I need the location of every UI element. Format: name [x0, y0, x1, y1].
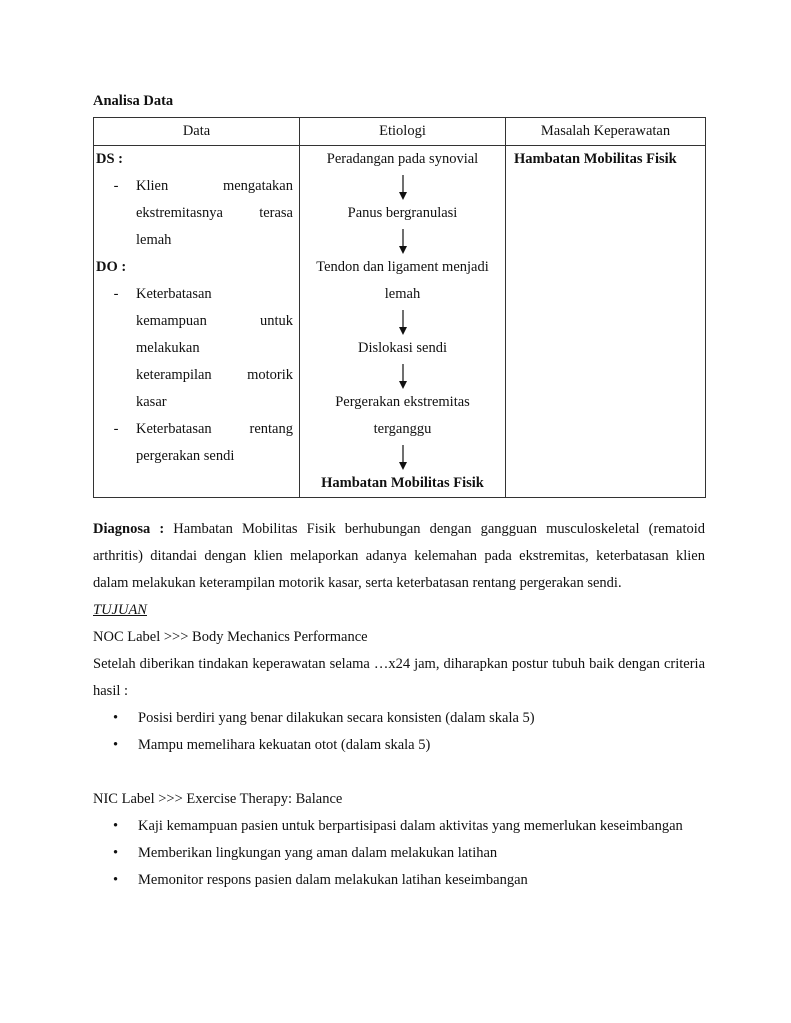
analisa-data-table [93, 117, 706, 498]
header-etiologi: Etiologi [300, 118, 506, 146]
tujuan-heading: TUJUAN [93, 602, 147, 618]
list-item: • Kaji kemampuan pasien untuk berpartisipasi dalam aktivitas yang memerlukan keseimbangan [93, 813, 705, 840]
header-masalah: Masalah Keperawatan [506, 118, 706, 146]
bullet-icon: • [112, 845, 119, 861]
nic-label: NIC Label >>> Exercise Therapy: Balance [93, 791, 343, 807]
ds-word: ekstremitasnya [136, 205, 223, 221]
masalah-cell: Hambatan Mobilitas Fisik [506, 146, 706, 498]
down-arrow-icon [304, 362, 501, 389]
down-arrow-icon [304, 227, 501, 254]
do-line: melakukan [136, 340, 200, 356]
do-line: kemampuan untuk [136, 313, 293, 329]
dash: - [113, 178, 119, 194]
document-page [93, 88, 705, 894]
do-item [96, 281, 293, 308]
ds-word: terasa [259, 205, 293, 221]
bullet-icon: • [112, 818, 119, 834]
down-arrow-icon [304, 443, 501, 470]
etiologi-step: terganggu [373, 421, 432, 437]
diagnosa-label: Diagnosa : [93, 521, 165, 537]
nic-list [93, 813, 705, 894]
table-header-row [94, 118, 706, 146]
do-line: Keterbatasan [136, 286, 212, 302]
ds-item-cont [96, 200, 293, 227]
list-item: • Memonitor respons pasien dalam melakukan latihan keseimbangan [93, 867, 705, 894]
ds-label: DS : [96, 151, 123, 167]
bullet-icon: • [112, 710, 119, 726]
list-item: • Mampu memelihara kekuatan otot (dalam skala 5) [93, 732, 705, 759]
etiologi-result: Hambatan Mobilitas Fisik [321, 475, 484, 491]
do-line: pergerakan sendi [136, 448, 235, 464]
bullet-icon: • [112, 872, 119, 888]
etiologi-step: Pergerakan ekstremitas [335, 394, 470, 410]
tujuan-intro: Setelah diberikan tindakan keperawatan selama …x24 jam, diharapkan postur tubuh baik dengan criteria hasil : [93, 656, 705, 699]
data-cell [94, 146, 300, 498]
header-data: Data [94, 118, 300, 146]
list-item: • Posisi berdiri yang benar dilakukan secara konsisten (dalam skala 5) [93, 705, 705, 732]
ds-word: mengatakan [222, 178, 293, 194]
list-item: • Memberikan lingkungan yang aman dalam melakukan latihan [93, 840, 705, 867]
dash: - [113, 286, 119, 302]
do-line: keterampilan motorik [136, 367, 293, 383]
ds-word: Klien [136, 178, 169, 194]
ds-item-cont [96, 227, 293, 254]
criteria-list [93, 705, 705, 759]
table-row [94, 146, 706, 498]
etiologi-step: lemah [384, 286, 421, 302]
ds-item [96, 173, 293, 200]
etiologi-step: Peradangan pada synovial [326, 151, 479, 167]
etiologi-step: Dislokasi sendi [357, 340, 447, 356]
etiologi-step: Panus bergranulasi [347, 205, 458, 221]
diagnosa-paragraph [93, 516, 705, 597]
do-line: Keterbatasan rentang [136, 421, 293, 437]
etiologi-step: Tendon dan ligament menjadi [316, 259, 489, 275]
do-item [96, 416, 293, 443]
bullet-icon: • [112, 737, 119, 753]
do-line: kasar [136, 394, 167, 410]
section-title: Analisa Data [93, 93, 174, 109]
noc-label: NOC Label >>> Body Mechanics Performance [93, 629, 368, 645]
diagnosa-text: Hambatan Mobilitas Fisik berhubungan dengan gangguan musculoskeletal (rematoid arthritis) ditandai dengan klien melaporkan adanya kelemahan pada ekstremitas, keterbatasan klien dalam melakukan keterampilan motorik kasar, serta keterbatasan rentang pergerakan sendi. [93, 521, 705, 591]
etiologi-cell [300, 146, 506, 498]
do-label: DO : [96, 259, 127, 275]
down-arrow-icon [304, 308, 501, 335]
dash: - [113, 421, 119, 437]
ds-word: lemah [136, 232, 172, 248]
down-arrow-icon [304, 173, 501, 200]
